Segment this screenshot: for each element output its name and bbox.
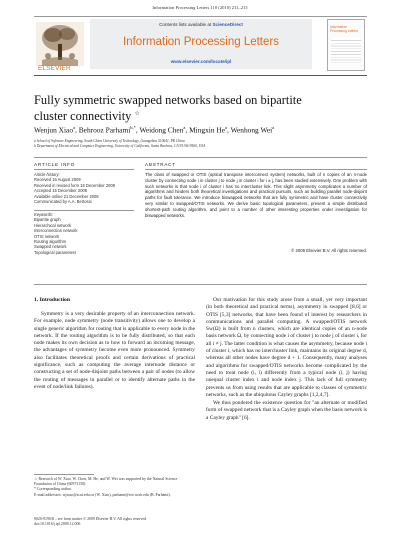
author-name[interactable]: Wenhong Wei bbox=[230, 125, 273, 135]
author-name[interactable]: Behrooz Parhami bbox=[78, 125, 131, 135]
abstract-heading: ABSTRACT bbox=[145, 162, 176, 167]
intro-paragraph-question: We thus pondered the existence question for "an alternate or modified form of swapped network that is a Cayley graph when the basis network is a Cayley graph" [6]. bbox=[206, 400, 367, 421]
history-entry: Communicated by A.A. Bertossi bbox=[34, 199, 92, 205]
history-entry: Accepted 15 December 2009 bbox=[34, 188, 88, 194]
affiliation-b: b Department of Electrical and Computer Engineering, University of California, Santa Barbara, CA 93106-9560, USA bbox=[34, 144, 206, 148]
journal-banner-center bbox=[90, 19, 312, 69]
keyword-item: Interconnection network bbox=[34, 228, 78, 234]
cover-text-lines bbox=[331, 38, 361, 64]
journal-homepage-link[interactable]: www.elsevier.com/locate/ipl bbox=[170, 59, 232, 64]
header-divider bbox=[34, 157, 367, 158]
article-history bbox=[34, 172, 134, 204]
keyword-item: OTIS network bbox=[34, 233, 60, 239]
author-list: Wenjun Xiao$^a$, Behrooz Parhami$^{b,*}$, Weidong Chen$^a$, Mingxin He$^a$, Wenhong Wei$^a$ bbox=[34, 125, 275, 135]
author-name[interactable]: Wenjun Xiao bbox=[34, 125, 74, 135]
history-entry: Received in revised form 15 December 2009 bbox=[34, 182, 116, 188]
keywords-block bbox=[34, 212, 134, 255]
section-heading-introduction: 1. Introduction bbox=[34, 297, 70, 303]
abstract-copyright: © 2009 Elsevier B.V. All rights reserved. bbox=[291, 248, 367, 253]
journal-title: Information Processing Letters bbox=[123, 36, 279, 48]
author-name[interactable]: Weidong Chen bbox=[139, 125, 184, 135]
article-info-heading: ARTICLE INFO bbox=[34, 162, 76, 167]
front-matter-info bbox=[34, 517, 234, 527]
intro-left-paragraph bbox=[34, 311, 195, 392]
keyword-item: Topological parameters bbox=[34, 249, 77, 255]
journal-homepage-line bbox=[90, 59, 312, 64]
article-title-text: Fully symmetric swapped networks based on bipartite cluster connectivity bbox=[34, 93, 302, 124]
keyword-item: Swapped network bbox=[34, 244, 67, 250]
journal-banner bbox=[34, 16, 367, 76]
email-addresses[interactable]: E-mail addresses: wjxiao@scut.edu.cn (W. Xiao), parhami@ece.ucsb.edu (B. Parhami). bbox=[34, 492, 171, 497]
intro-paragraph-symmetry: Symmetry is a very desirable property of an interconnection network. For example, node symmetry (node transitivity) allows one to develop a single generic algorithm for routing that is applicable to every node in the network. If the routing algorithm is to be fully distributed, so that each node makes its own decision as to how to forward an incoming message, the advantages of symmetry become even more pronounced. Symmetry also facilitates theoretical proofs and certain derivations of practical significance, such as computing the average internode distance or constructing a set of node-disjoint paths between a pair of nodes (to allow the routing of messages in parallel or to identify alternate paths in the event of node/link failures). bbox=[34, 311, 195, 390]
cover-title: Information Processing Letters bbox=[330, 25, 359, 33]
contents-prefix: Contents lists available at bbox=[159, 22, 212, 27]
intro-right-column bbox=[206, 297, 367, 423]
issn-line: 0020-0190/$ – see front matter © 2009 Elsevier B.V. All rights reserved. bbox=[34, 517, 148, 521]
author-affiliation-mark: b,* bbox=[130, 125, 136, 130]
footnotes bbox=[34, 477, 195, 498]
running-head: Information Processing Letters 110 (2010) 211–215 bbox=[152, 5, 248, 10]
intro-paragraph-motivation: Our motivation for this study arose from a small, yet very important (in both theoretical and practical terms), asymmetry in swapped [8,6] or OTIS [5,3] networks, that have been found of interest by researchers in communications and parallel computing. A swapped/OTIS network Sw(Ω) is built from n clusters, which are identical copies of an n-node basis network Ω, by connecting node i of cluster j to node j of cluster i, for all i ≠ j. The latter condition is what causes the asymmetry, because node i of cluster i, which has no interchuster link, maintains its original degree d, whereas all other nodes have degree d + 1. Consequently, many analyses and algorithms for swapped/OTIS networks become complicated by the need to treat node (i, i) differently from a typical node (i, j) having unequal cluster index i and node index j. This lack of full symmetry prevents us from using results that are applicable to classes of symmetric networks, such as the ubiquitous Cayley graphs [1,2,4,7]. bbox=[206, 297, 367, 398]
elsevier-wordmark: ELSEVIER bbox=[38, 65, 71, 72]
contents-available-line bbox=[90, 22, 312, 27]
article-title bbox=[34, 93, 334, 123]
keyword-item: Bipartite graph bbox=[34, 217, 61, 223]
author-name[interactable]: Mingxin He bbox=[189, 125, 226, 135]
footnote-rule bbox=[34, 474, 94, 475]
article-info-rule bbox=[34, 169, 134, 170]
elsevier-tree-logo-icon bbox=[36, 22, 84, 66]
keyword-item: Routing algorithm bbox=[34, 239, 67, 245]
front-matter-divider bbox=[34, 284, 367, 285]
author-affiliation-mark: a bbox=[225, 125, 228, 130]
article-history-heading: Article history: bbox=[34, 172, 60, 177]
author-affiliation-mark: a bbox=[272, 125, 275, 130]
history-entry: Available online 21 December 2009 bbox=[34, 193, 99, 199]
author-affiliation-mark: a bbox=[183, 125, 186, 130]
corresponding-author-note: * Corresponding author. bbox=[34, 487, 72, 492]
title-footnote-mark[interactable]: ☆ bbox=[134, 111, 140, 117]
abstract-rule bbox=[145, 169, 367, 170]
sciencedirect-link[interactable]: ScienceDirect bbox=[212, 22, 243, 27]
funding-footnote: ☆ Research of W. Xiao, W. Chen, M. He, and W. Wei was supported by the Natural Science Foundation of China (60973150). bbox=[34, 477, 178, 487]
keywords-rule bbox=[34, 210, 134, 211]
history-entry: Received 16 August 2009 bbox=[34, 177, 81, 183]
journal-cover-thumbnail bbox=[327, 19, 365, 71]
keywords-heading: Keywords: bbox=[34, 212, 54, 217]
abstract-text: The class of swapped or OTIS (optical transpose interconnect system) networks, built of n copies of an n-node cluster by connecting node i in cluster j to node j in cluster i for i ≠ j, has been studied extensively. One problem with such networks is that node i of cluster i has no intercluster link. This slight asymmetry complicates a number of algorithms and hinders both theoretical investigations and practical pursuits, such as building parallel node-disjoint paths for fault tolerance. We introduce biswapped networks that are fully symmetric and have cluster connectivity very similar to swapped/OTIS networks. We derive basic topological parameters, present a simple distributed shortest-path routing algorithm, and point to a number of other interesting properties under investigation for biswapped networks. bbox=[145, 172, 367, 218]
affiliation-a: a School of Software Engineering, South China University of Technology, Guangzhou 510641, PR China bbox=[34, 139, 185, 143]
doi-link[interactable]: doi:10.1016/j.ipl.2009.12.006 bbox=[34, 522, 81, 527]
keyword-item: Hierarchical network bbox=[34, 222, 72, 228]
author-affiliation-mark: a bbox=[73, 125, 76, 130]
